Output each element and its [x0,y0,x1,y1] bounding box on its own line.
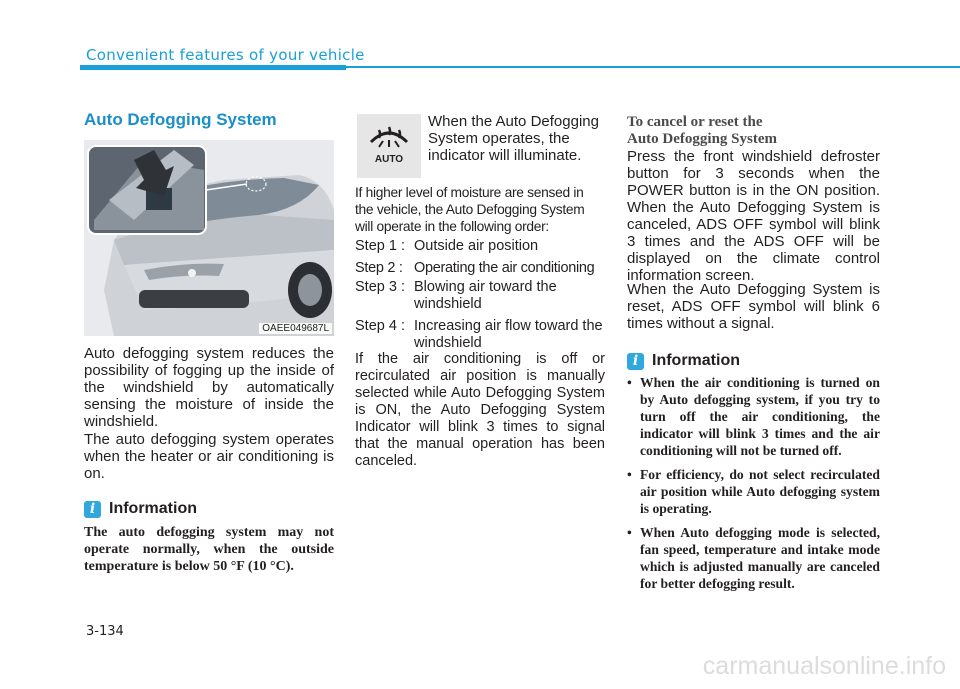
info-icon: i [84,501,101,518]
chapter-header-title: Convenient features of your vehicle [86,46,365,64]
defog-icon [357,114,421,178]
car-figure [84,140,334,336]
step-text: Increasing air flow toward the windshield [414,318,603,351]
step-3 [355,279,605,313]
step-text: Operating the air conditioning [414,260,595,276]
section-title: Auto Defogging System [84,110,277,129]
page-number: 3-134 [86,624,124,639]
cancel-reset-title-line1: To cancel or reset the [627,114,763,130]
info-bullet: • For efficiency, do not select recirculated air position while Auto defogging system is operating. [627,466,880,517]
info-bullet: • When Auto defogging mode is selected, fan speed, temperature and intake mode which is adjusted manually are canceled for better defogging result. [627,524,880,592]
header-rule-accent [80,65,346,70]
step-text: Outside air position [414,238,539,254]
auto-icon-label: AUTO [374,154,404,165]
cancel-reset-title [627,114,880,148]
step-label: Step 4 : [355,318,405,334]
figure-code: OAEE049687L [259,323,332,334]
info-icon: i [627,353,644,370]
car-illustration [84,140,334,336]
info-label: Information [652,352,740,369]
cancel-paragraph: Press the front windshield defroster button for 3 seconds when the POWER button is in the ON position. When the Auto Defogging System is canceled, ADS OFF symbol will blink 3 times and the ADS OFF will be displayed on the climate control information screen. [627,148,880,284]
step-text: Blowing air toward the windshield [414,279,557,312]
step-2 [355,260,605,277]
info-text: The auto defogging system may not operate normally, when the outside temperature is below 50 °F (10 °C). [84,525,334,574]
reset-paragraph: When the Auto Defogging System is reset, ADS OFF symbol will blink 6 times without a signal. [627,281,880,332]
step-label: Step 3 : [355,279,405,295]
cancel-reset-title-line2: Auto Defogging System [627,131,777,147]
auto-defog-indicator [357,114,421,178]
step-label: Step 2 : [355,260,403,276]
step-4 [355,318,605,352]
recirculation-paragraph: If the air conditioning is off or recirculated air position is manually selected while Auto Defogging System is ON, the Auto Defogging System Indicator will blink 3 times to signal that the manual operation has been canceled. [355,351,605,469]
watermark: carmanualsonline.info [702,652,946,680]
step-label: Step 1 : [355,238,405,254]
order-text: If higher level of moisture are sensed in the vehicle, the Auto Defogging System will operate in the following order: [355,185,585,234]
operation-paragraph: The auto defogging system operates when the heater or air conditioning is on. [84,431,334,482]
indicator-text: When the Auto Defogging System operates, the indicator will illuminate. [428,113,599,164]
info-bullet-list [627,374,880,599]
info-heading-right [627,352,740,370]
description-paragraph: Auto defogging system reduces the possibility of fogging up the inside of the windshield by automatically sensing the moisture of inside the windshield. [84,345,334,430]
info-heading [84,500,197,518]
info-label: Information [109,500,197,517]
info-bullet: • When the air conditioning is turned on by Auto defogging system, if you try to turn off the air conditioning, the indicator will blink 3 times and the air conditioning will not be turned off. [627,374,880,459]
step-1 [355,238,605,255]
